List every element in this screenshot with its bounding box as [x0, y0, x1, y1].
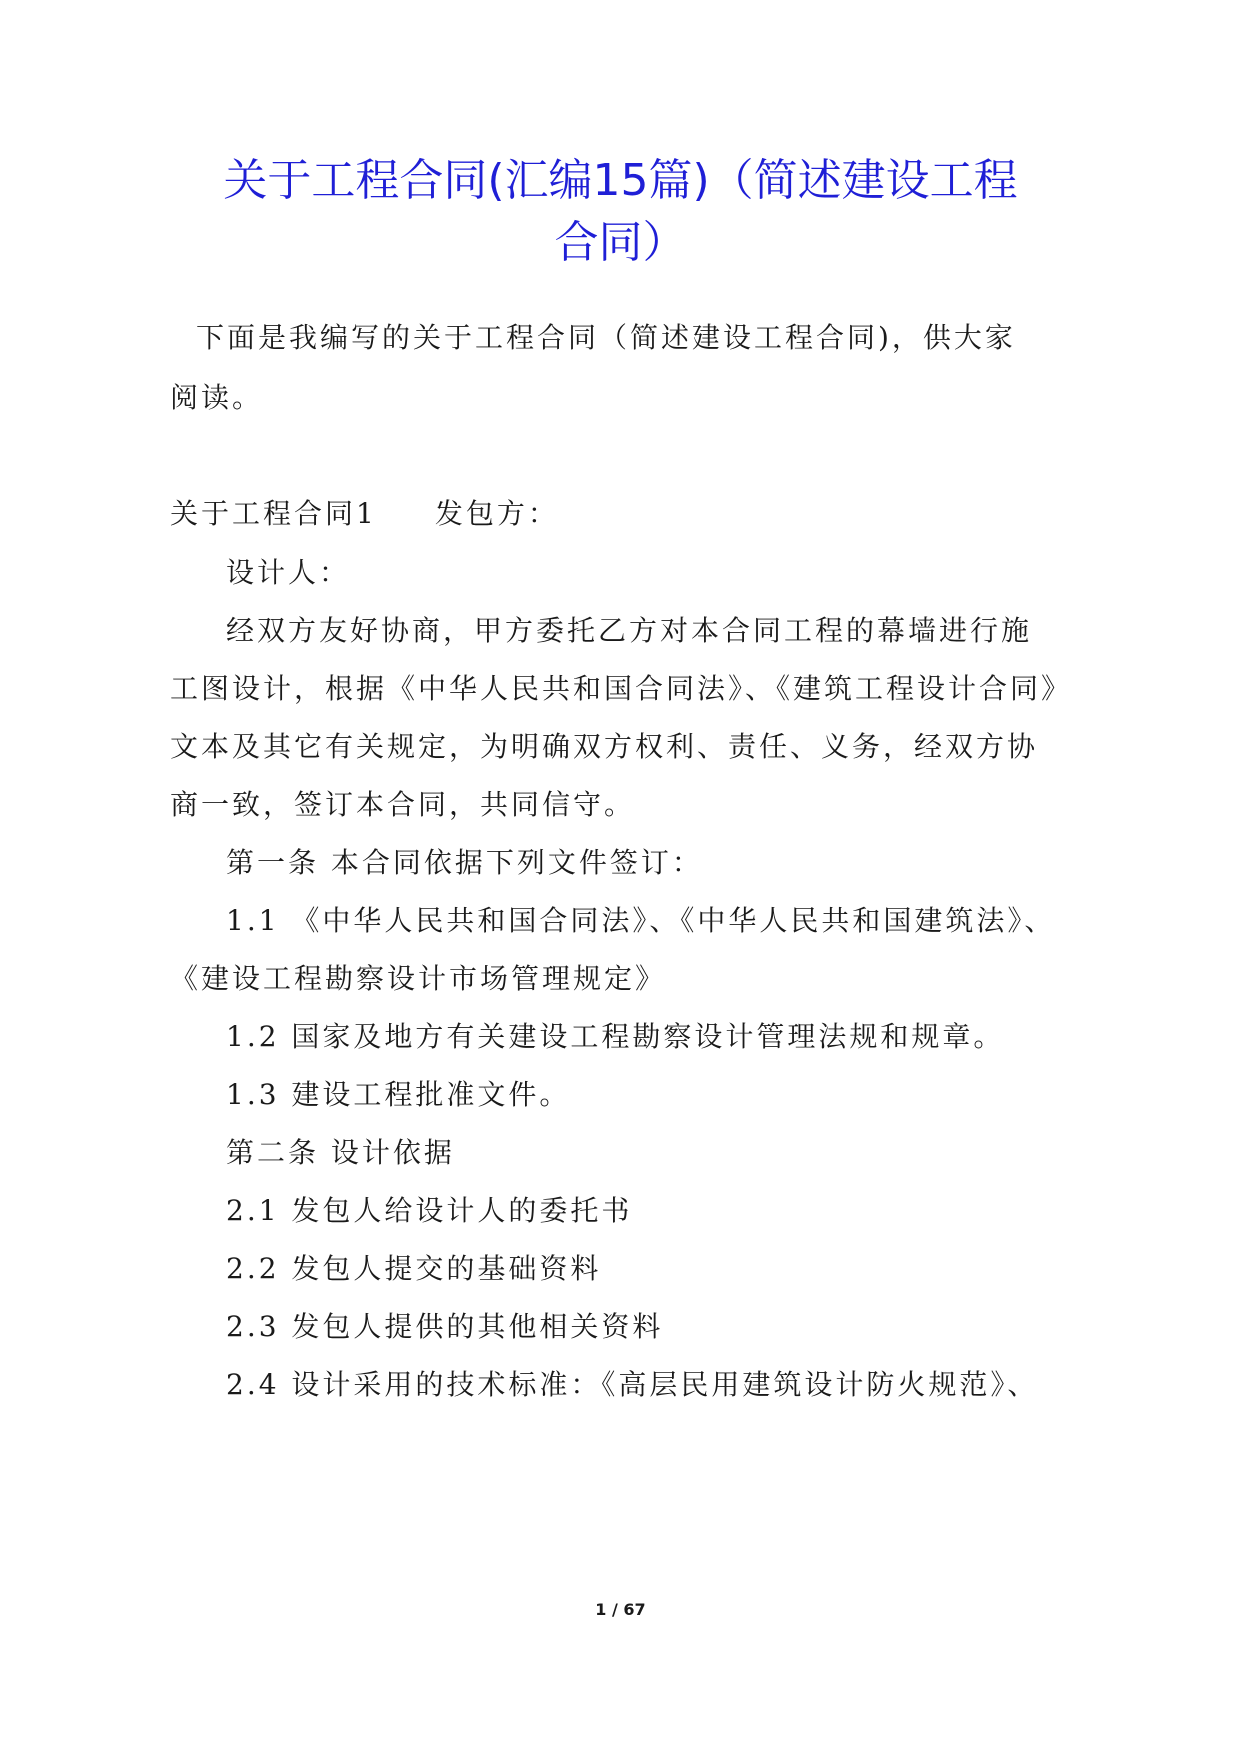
- item-1-3: 1.3 建设工程批准文件。: [226, 1078, 571, 1111]
- intro-line-1: 下面是我编写的关于工程合同（简述建设工程合同)，供大家: [196, 321, 1016, 354]
- item-2-3: 2.3 发包人提供的其他相关资料: [226, 1310, 664, 1343]
- party-b-label: 设计人：: [226, 556, 351, 589]
- item-1-1-line-2: 《建设工程勘察设计市场管理规定》: [170, 962, 667, 995]
- item-2-2: 2.2 发包人提交的基础资料: [226, 1252, 602, 1285]
- item-1-1-line-1: 1.1 《中华人民共和国合同法》、《中华人民共和国建筑法》、: [226, 904, 1056, 937]
- document-title-line-1: 关于工程合同(汇编15篇)（简述建设工程: [223, 155, 1018, 206]
- paragraph-line-1: 经双方友好协商，甲方委托乙方对本合同工程的幕墙进行施: [226, 614, 1033, 647]
- paragraph-line-2: 工图设计，根据《中华人民共和国合同法》、《建筑工程设计合同》: [170, 672, 1073, 705]
- item-2-1: 2.1 发包人给设计人的委托书: [226, 1194, 633, 1227]
- section-heading: 关于工程合同1: [170, 497, 377, 530]
- page-number: 1 / 67: [595, 1600, 646, 1619]
- paragraph-line-4: 商一致，签订本合同，共同信守。: [170, 788, 636, 821]
- article-2-heading: 第二条 设计依据: [226, 1136, 455, 1169]
- item-1-2: 1.2 国家及地方有关建设工程勘察设计管理法规和规章。: [226, 1020, 1005, 1053]
- item-2-4: 2.4 设计采用的技术标准：《高层民用建筑设计防火规范》、: [226, 1368, 1039, 1401]
- article-1-heading: 第一条 本合同依据下列文件签订：: [226, 846, 703, 879]
- section-heading-row: [170, 494, 559, 534]
- party-a-label: 发包方：: [434, 497, 559, 530]
- paragraph-line-3: 文本及其它有关规定，为明确双方权利、责任、义务，经双方协: [170, 730, 1039, 763]
- intro-line-2: 阅读。: [170, 381, 264, 414]
- document-title-line-2: 合同）: [554, 217, 687, 268]
